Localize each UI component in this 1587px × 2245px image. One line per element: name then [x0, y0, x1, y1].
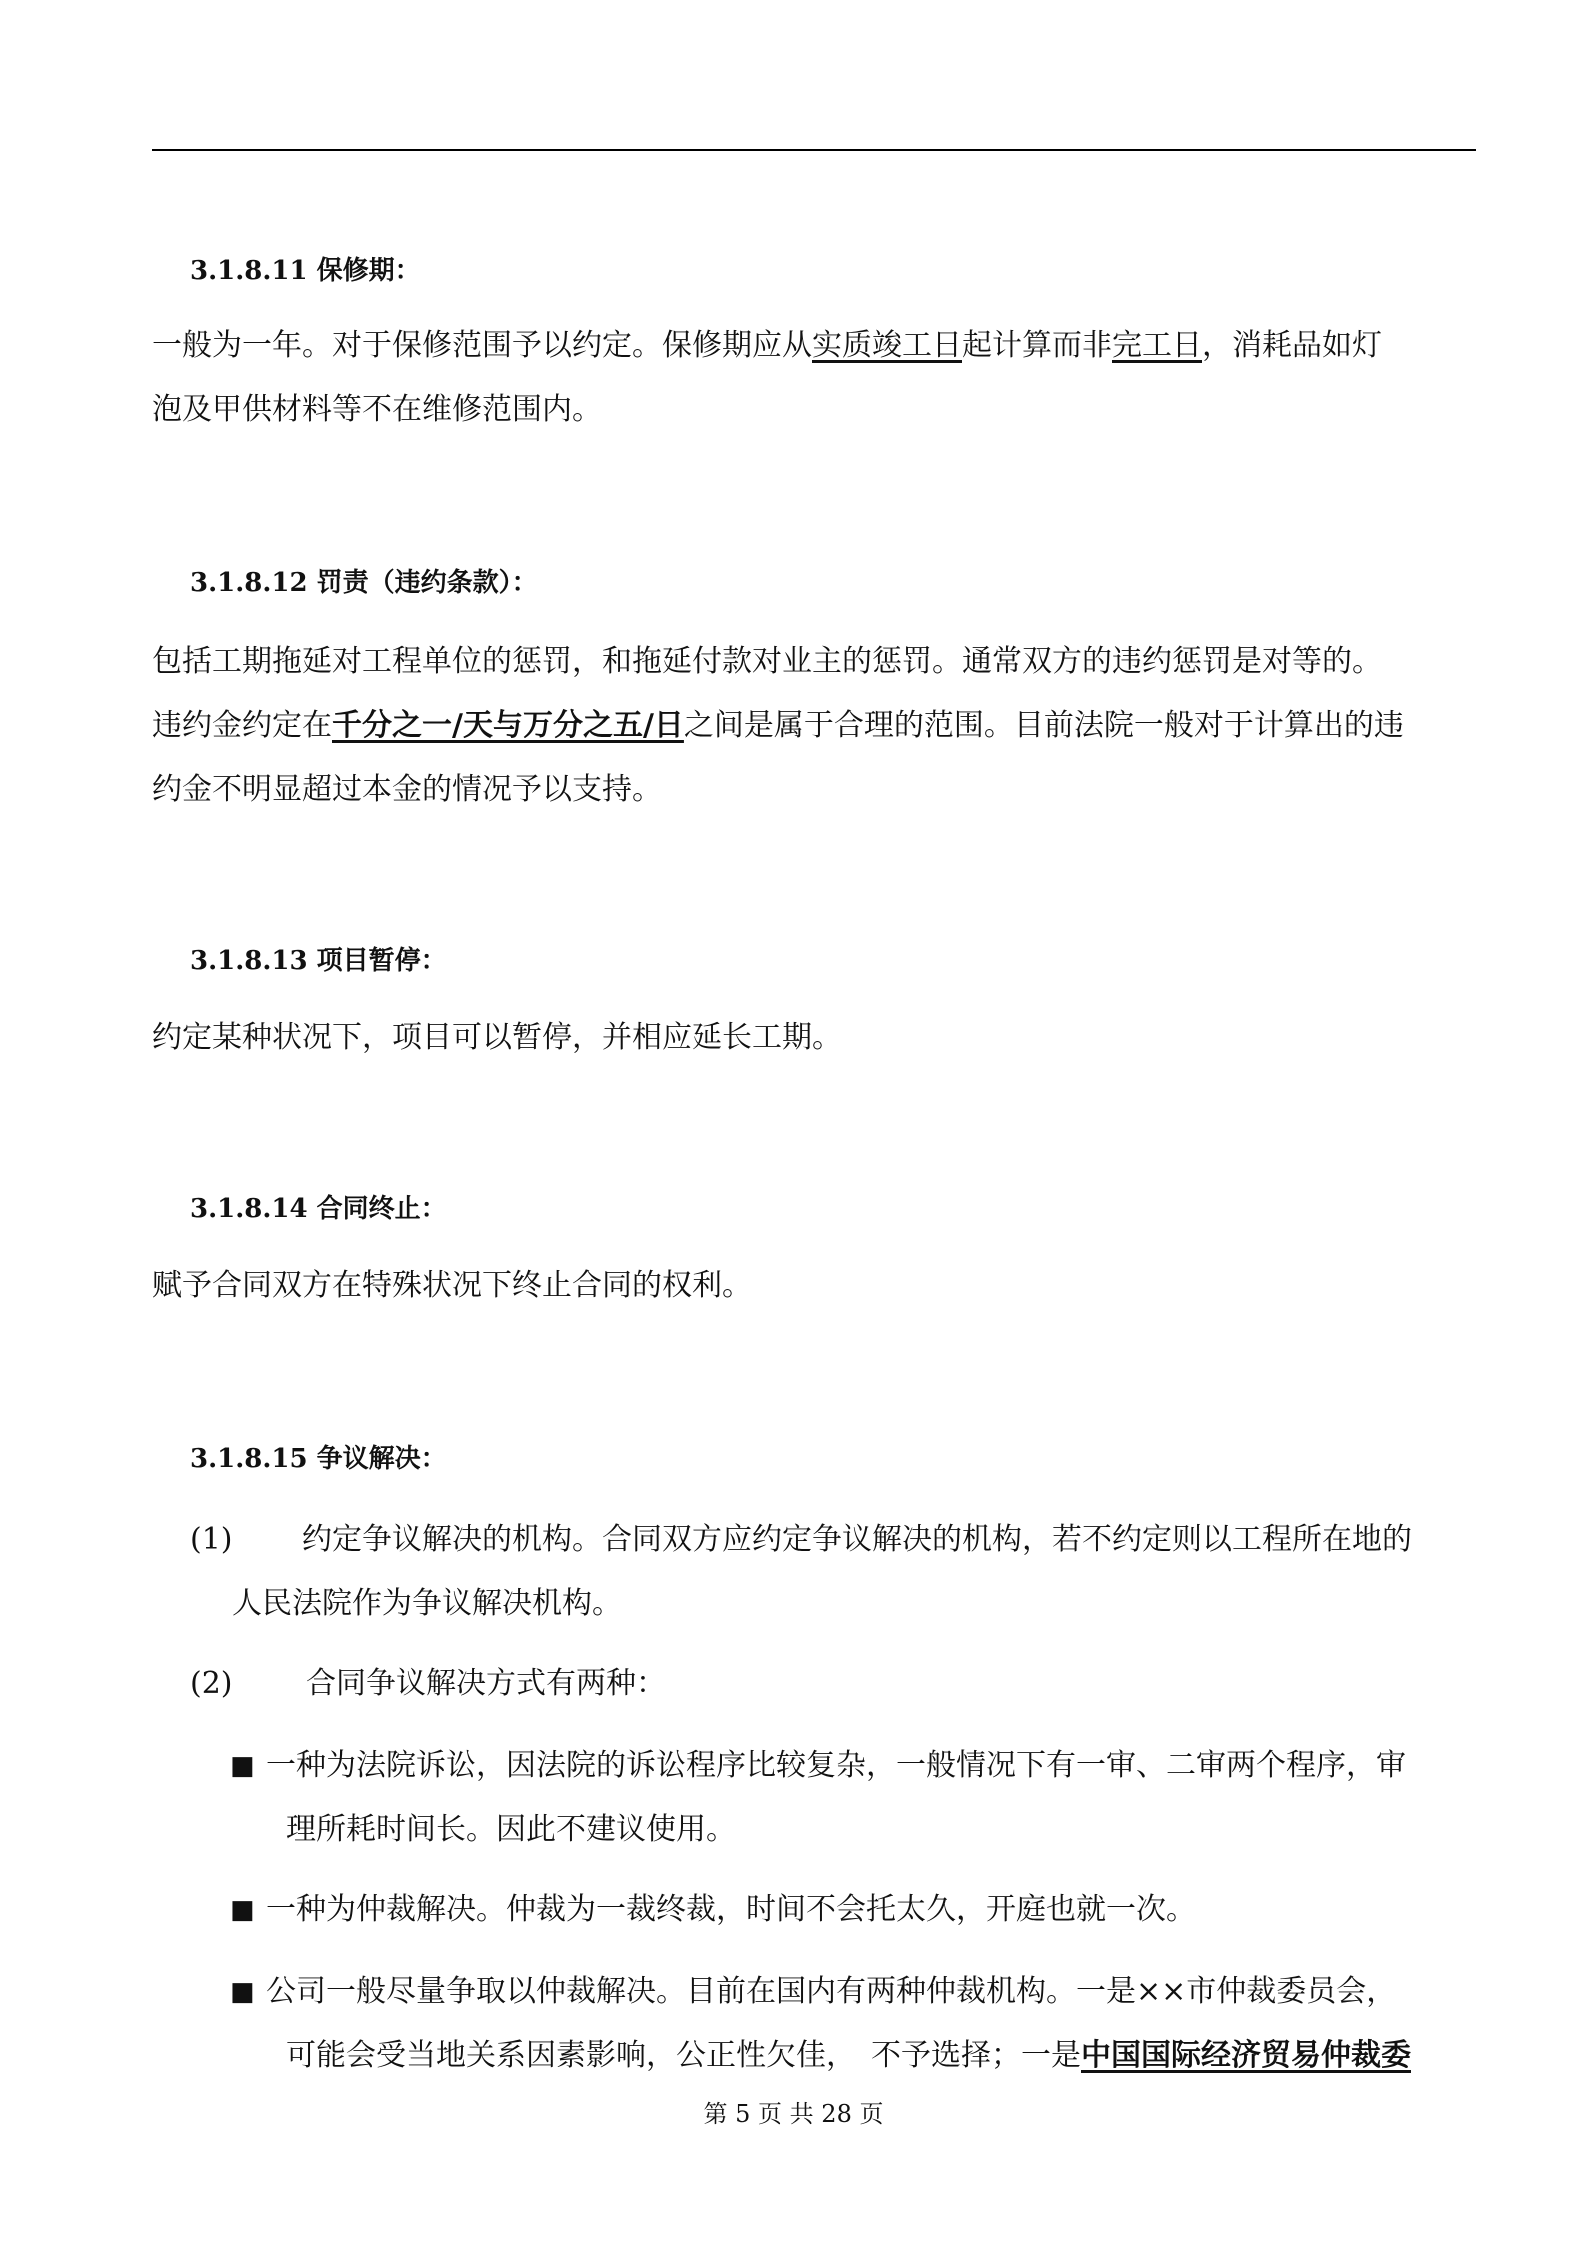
underlined-term: 中国国际经济贸易仲裁委 [1081, 2038, 1411, 2073]
paragraph-penalty [152, 630, 1476, 822]
bullet-item [230, 1960, 1476, 2088]
section-heading-suspension: 3.1.8.13 项目暂停： [190, 946, 447, 976]
section-heading-penalty: 3.1.8.12 罚责（违约条款）： [190, 568, 538, 598]
bullet-text: 公司一般尽量争取以仲裁解决。目前在国内有两种仲裁机构。一是××市仲裁委员会， [266, 1974, 1397, 2009]
square-bullet-icon: ■ [230, 1751, 255, 1781]
text-run: 约定某种状况下，项目可以暂停，并相应延长工期。 [152, 1020, 842, 1055]
text-run: 约金不明显超过本金的情况予以支持。 [152, 772, 662, 807]
text-run: 包括工期拖延对工程单位的惩罚，和拖延付款对业主的惩罚。通常双方的违约惩罚是对等的。 [152, 644, 1382, 679]
square-bullet-icon: ■ [230, 1977, 255, 2007]
bullet-item [230, 1878, 1476, 1942]
text-run: 一般为一年。对于保修范围予以约定。保修期应从 [152, 328, 812, 363]
list-item [190, 1652, 1476, 1716]
section-heading-dispute: 3.1.8.15 争议解决： [190, 1444, 447, 1474]
section-heading-termination: 3.1.8.14 合同终止： [190, 1194, 447, 1224]
header-rule [152, 149, 1476, 151]
underlined-term: 千分之一/天与万分之五/日 [332, 708, 684, 743]
section-heading-warranty: 3.1.8.11 保修期： [190, 256, 421, 286]
bullet-text: 一种为法院诉讼，因法院的诉讼程序比较复杂，一般情况下有一审、二审两个程序，审 [266, 1748, 1406, 1783]
text-run: 起计算而非 [962, 328, 1112, 363]
underlined-term: 实质竣工日 [812, 328, 962, 363]
bullet-text: 一种为仲裁解决。仲裁为一裁终裁，时间不会托太久，开庭也就一次。 [266, 1892, 1196, 1927]
list-item [190, 1508, 1476, 1636]
paragraph-suspension [152, 1006, 1476, 1070]
text-run: 可能会受当地关系因素影响，公正性欠佳， 不予选择；一是 [286, 2038, 1081, 2073]
list-item-text: 约定争议解决的机构。合同双方应约定争议解决的机构，若不约定则以工程所在地的 [302, 1522, 1412, 1557]
square-bullet-icon: ■ [230, 1895, 255, 1925]
paragraph-warranty [152, 314, 1476, 442]
list-number: (1) [190, 1522, 233, 1557]
text-run: 违约金约定在 [152, 708, 332, 743]
text-run: 泡及甲供材料等不在维修范围内。 [152, 392, 602, 427]
page-footer: 第 5 页 共 28 页 [703, 2100, 884, 2128]
paragraph-termination [152, 1254, 1476, 1318]
bullet-item [230, 1734, 1476, 1862]
bullet-text: 理所耗时间长。因此不建议使用。 [286, 1812, 736, 1847]
list-number: (2) [190, 1666, 233, 1701]
underlined-term: 完工日 [1112, 328, 1202, 363]
text-run: 之间是属于合理的范围。目前法院一般对于计算出的违 [683, 708, 1404, 743]
bullet-text [230, 2024, 1476, 2088]
list-item-text: 人民法院作为争议解决机构。 [232, 1586, 622, 1621]
text-run: ，消耗品如灯 [1202, 328, 1382, 363]
text-run: 赋予合同双方在特殊状况下终止合同的权利。 [152, 1268, 752, 1303]
list-item-text: 合同争议解决方式有两种： [306, 1666, 666, 1701]
